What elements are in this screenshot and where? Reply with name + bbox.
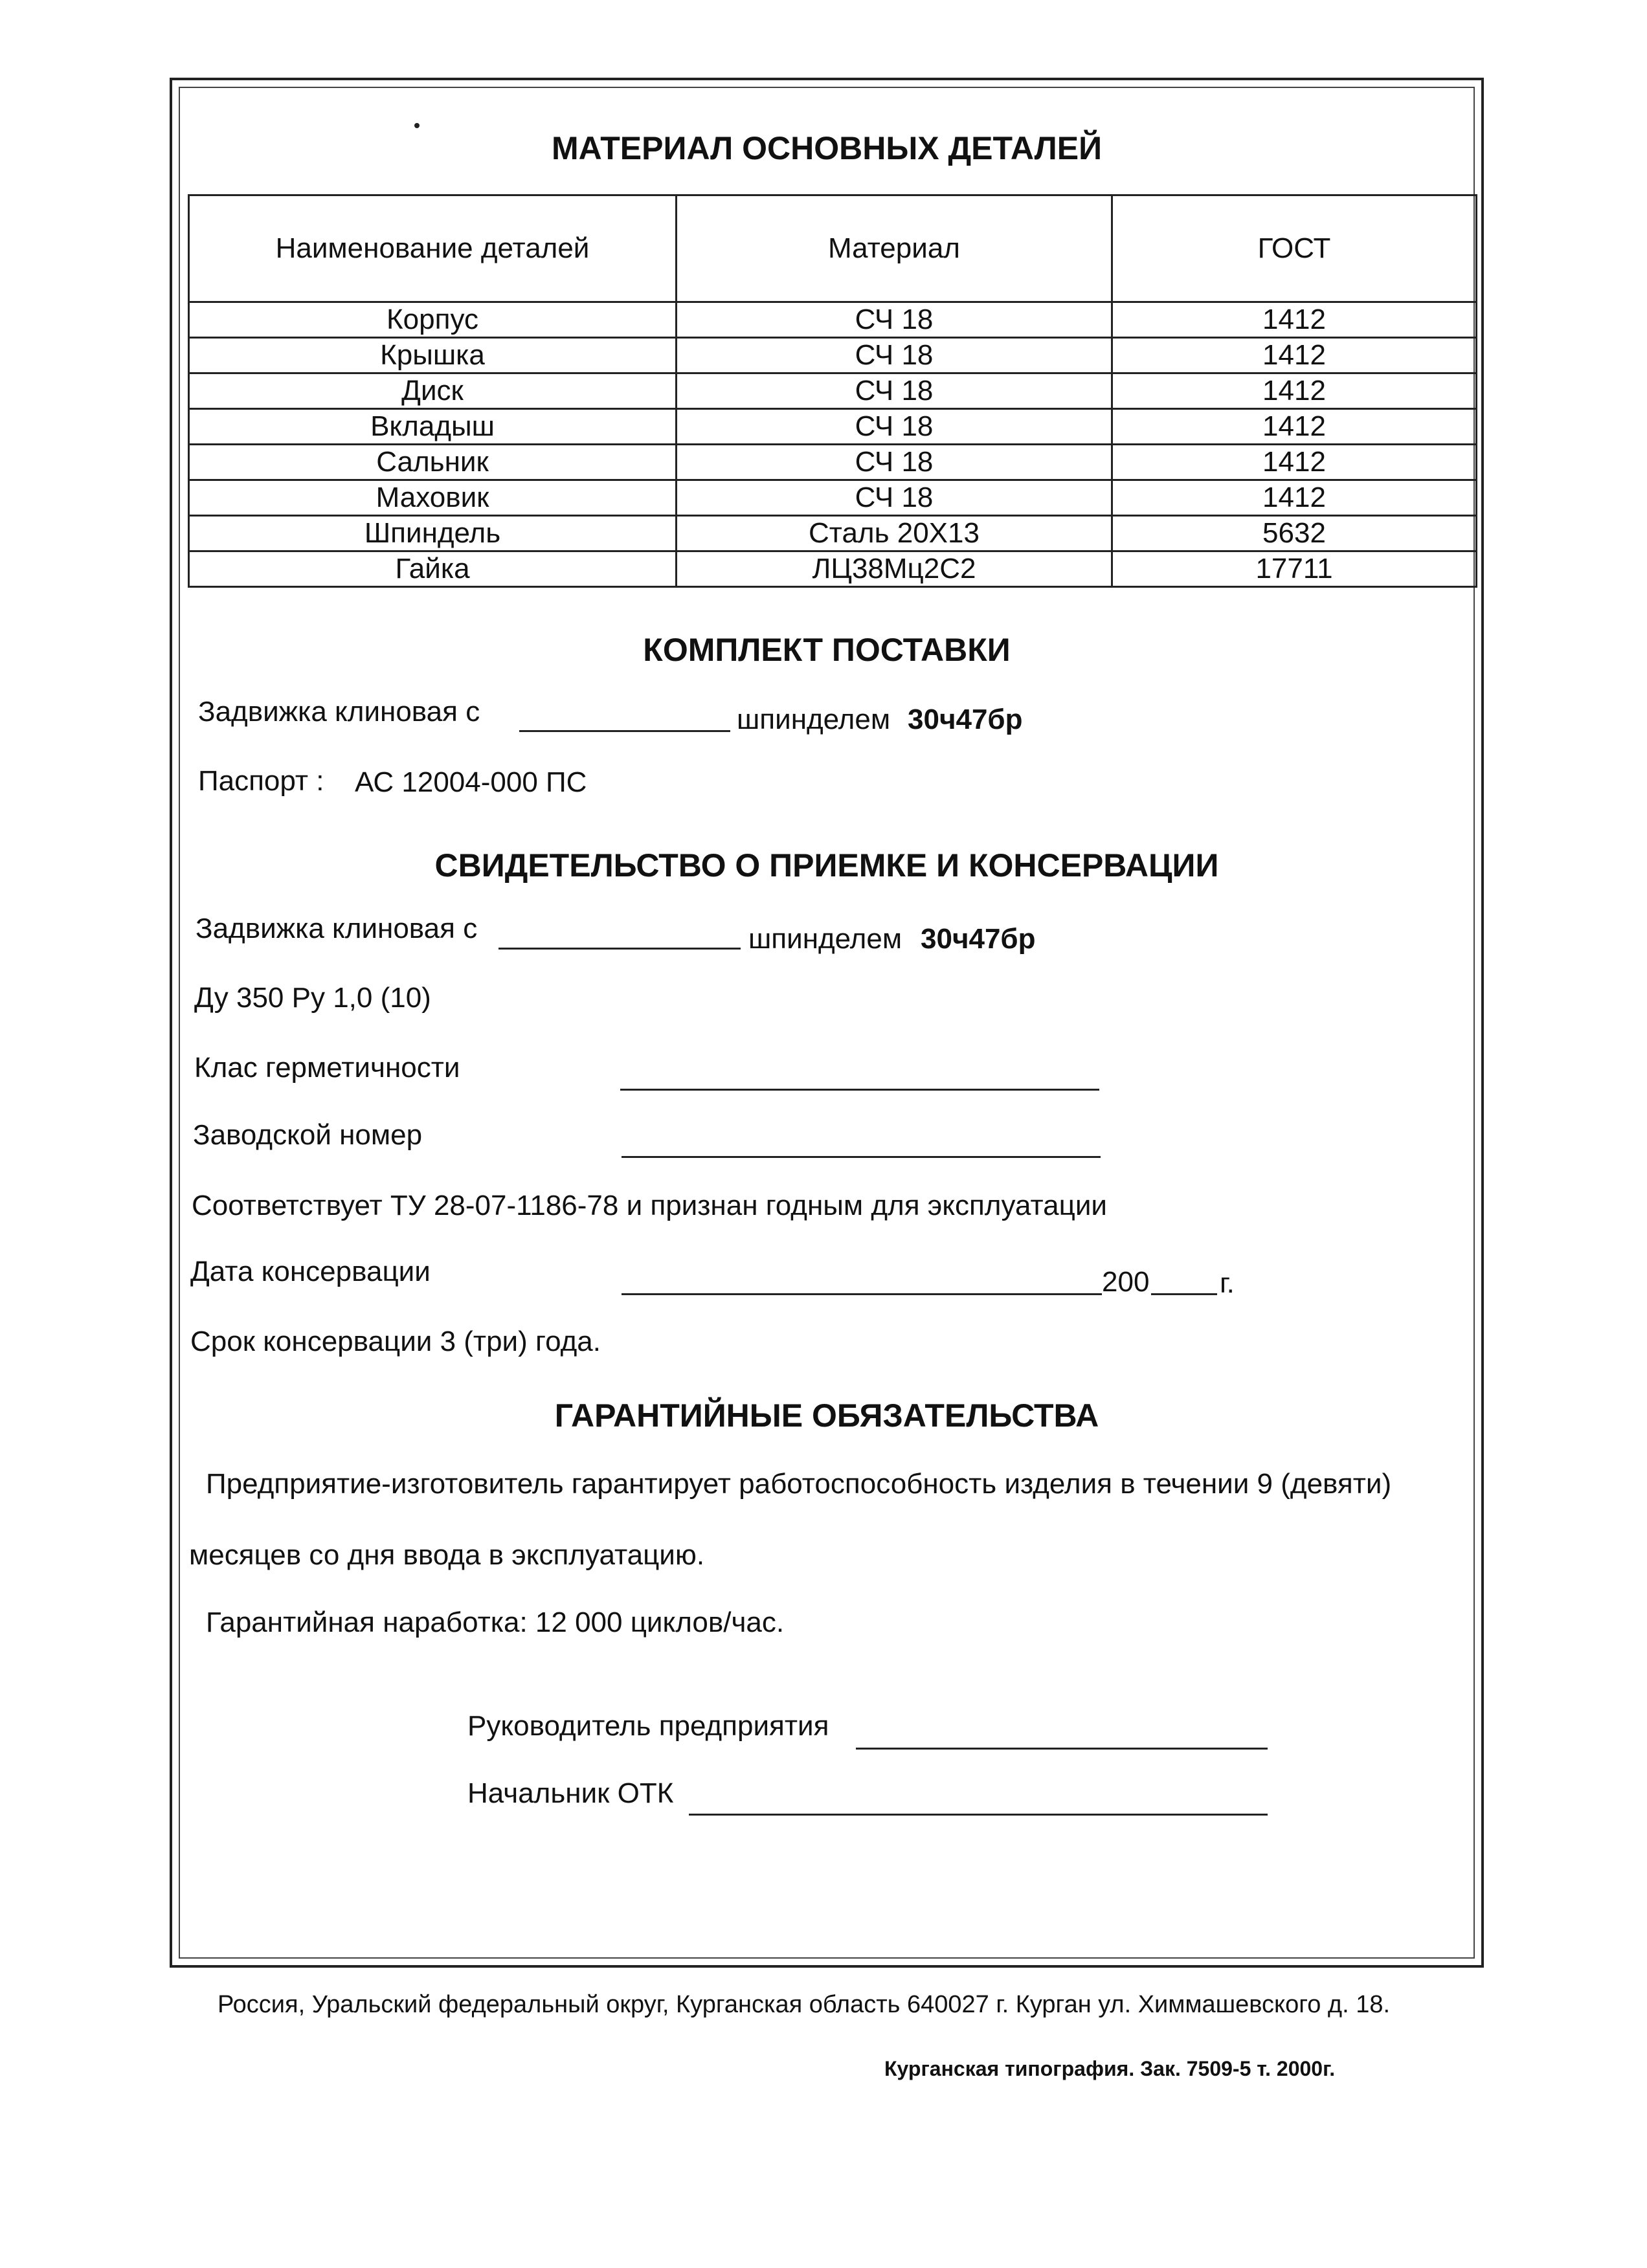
supply-title: КОМПЛЕКТ ПОСТАВКИ bbox=[643, 632, 1011, 668]
serial-input-line[interactable] bbox=[622, 1156, 1101, 1158]
cell-gost: 1412 bbox=[1112, 409, 1477, 445]
header-material: Материал bbox=[677, 195, 1112, 302]
cell-gost: 1412 bbox=[1112, 373, 1477, 409]
year-input-line[interactable] bbox=[1151, 1293, 1217, 1295]
cell-material: СЧ 18 bbox=[677, 302, 1112, 338]
passport-label: Паспорт : bbox=[198, 765, 324, 797]
cell-gost: 1412 bbox=[1112, 480, 1477, 516]
cell-material: Сталь 20Х13 bbox=[677, 516, 1112, 551]
qc-signature-line[interactable] bbox=[689, 1814, 1268, 1816]
operating-time: Гарантийная наработка: 12 000 циклов/час. bbox=[206, 1606, 785, 1638]
cell-material: СЧ 18 bbox=[677, 480, 1112, 516]
tightness-label: Клас герметичности bbox=[194, 1052, 460, 1084]
cell-part: Гайка bbox=[189, 551, 677, 587]
cell-part: Крышка bbox=[189, 338, 677, 373]
cell-material: СЧ 18 bbox=[677, 445, 1112, 480]
table-row bbox=[189, 551, 1477, 587]
supply-blank-line[interactable] bbox=[519, 730, 730, 732]
acceptance-line-prefix: Задвижка клиновая с bbox=[196, 913, 478, 944]
header-gost: ГОСТ bbox=[1112, 195, 1477, 302]
cell-material: СЧ 18 bbox=[677, 409, 1112, 445]
cell-gost: 17711 bbox=[1112, 551, 1477, 587]
warranty-title: ГАРАНТИЙНЫЕ ОБЯЗАТЕЛЬСТВА bbox=[554, 1397, 1099, 1434]
qc-label: Начальник ОТК bbox=[467, 1777, 674, 1809]
tightness-input-line[interactable] bbox=[620, 1089, 1099, 1091]
acceptance-title: СВИДЕТЕЛЬСТВО О ПРИЕМКЕ И КОНСЕРВАЦИИ bbox=[434, 847, 1219, 884]
table-row bbox=[189, 516, 1477, 551]
table-row bbox=[189, 373, 1477, 409]
date-input-line[interactable] bbox=[622, 1293, 1102, 1295]
date-year-suffix: г. bbox=[1220, 1267, 1235, 1299]
materials-table bbox=[188, 194, 1477, 588]
table-row bbox=[189, 338, 1477, 373]
materials-title: МАТЕРИАЛ ОСНОВНЫХ ДЕТАЛЕЙ bbox=[552, 130, 1102, 166]
cell-gost: 1412 bbox=[1112, 338, 1477, 373]
table-row bbox=[189, 445, 1477, 480]
cell-part: Вкладыш bbox=[189, 409, 677, 445]
acceptance-blank-line[interactable] bbox=[499, 948, 741, 950]
footer-printer: Курганская типография. Зак. 7509-5 т. 2000г. bbox=[884, 2057, 1336, 2080]
table-row bbox=[189, 409, 1477, 445]
period-text: Срок консервации 3 (три) года. bbox=[190, 1326, 601, 1357]
cell-material: СЧ 18 bbox=[677, 373, 1112, 409]
table-row bbox=[189, 302, 1477, 338]
cell-part: Сальник bbox=[189, 445, 677, 480]
date-label: Дата консервации bbox=[190, 1256, 431, 1287]
warranty-text-line2: месяцев со дня ввода в эксплуатацию. bbox=[189, 1539, 705, 1571]
supply-line-prefix: Задвижка клиновая с bbox=[198, 696, 480, 728]
cell-gost: 1412 bbox=[1112, 445, 1477, 480]
table-header-row bbox=[189, 195, 1477, 302]
scan-speck bbox=[414, 123, 420, 128]
supply-model: 30ч47бр bbox=[908, 704, 1023, 735]
footer-address: Россия, Уральский федеральный округ, Курганская область 640027 г. Курган ул. Химмашевского д. 18. bbox=[218, 1991, 1391, 2018]
director-signature-line[interactable] bbox=[856, 1748, 1268, 1750]
acceptance-line-suffix: шпинделем bbox=[748, 923, 902, 955]
compliance-text: Соответствует ТУ 28-07-1186-78 и признан годным для эксплуатации bbox=[192, 1190, 1107, 1221]
header-part: Наименование деталей bbox=[189, 195, 677, 302]
cell-part: Шпиндель bbox=[189, 516, 677, 551]
cell-material: ЛЦ38Мц2С2 bbox=[677, 551, 1112, 587]
passport-value: АС 12004-000 ПС bbox=[355, 766, 587, 798]
cell-part: Маховик bbox=[189, 480, 677, 516]
cell-part: Диск bbox=[189, 373, 677, 409]
table-row bbox=[189, 480, 1477, 516]
cell-gost: 5632 bbox=[1112, 516, 1477, 551]
size-line: Ду 350 Ру 1,0 (10) bbox=[194, 982, 431, 1014]
cell-material: СЧ 18 bbox=[677, 338, 1112, 373]
cell-gost: 1412 bbox=[1112, 302, 1477, 338]
director-label: Руководитель предприятия bbox=[467, 1710, 829, 1742]
supply-line-suffix: шпинделем bbox=[737, 704, 891, 735]
warranty-text-line1: Предприятие-изготовитель гарантирует работоспособность изделия в течении 9 (девяти) bbox=[206, 1468, 1392, 1500]
acceptance-model: 30ч47бр bbox=[921, 923, 1036, 955]
serial-label: Заводской номер bbox=[193, 1119, 423, 1151]
cell-part: Корпус bbox=[189, 302, 677, 338]
date-year-prefix: 200 bbox=[1102, 1266, 1150, 1298]
